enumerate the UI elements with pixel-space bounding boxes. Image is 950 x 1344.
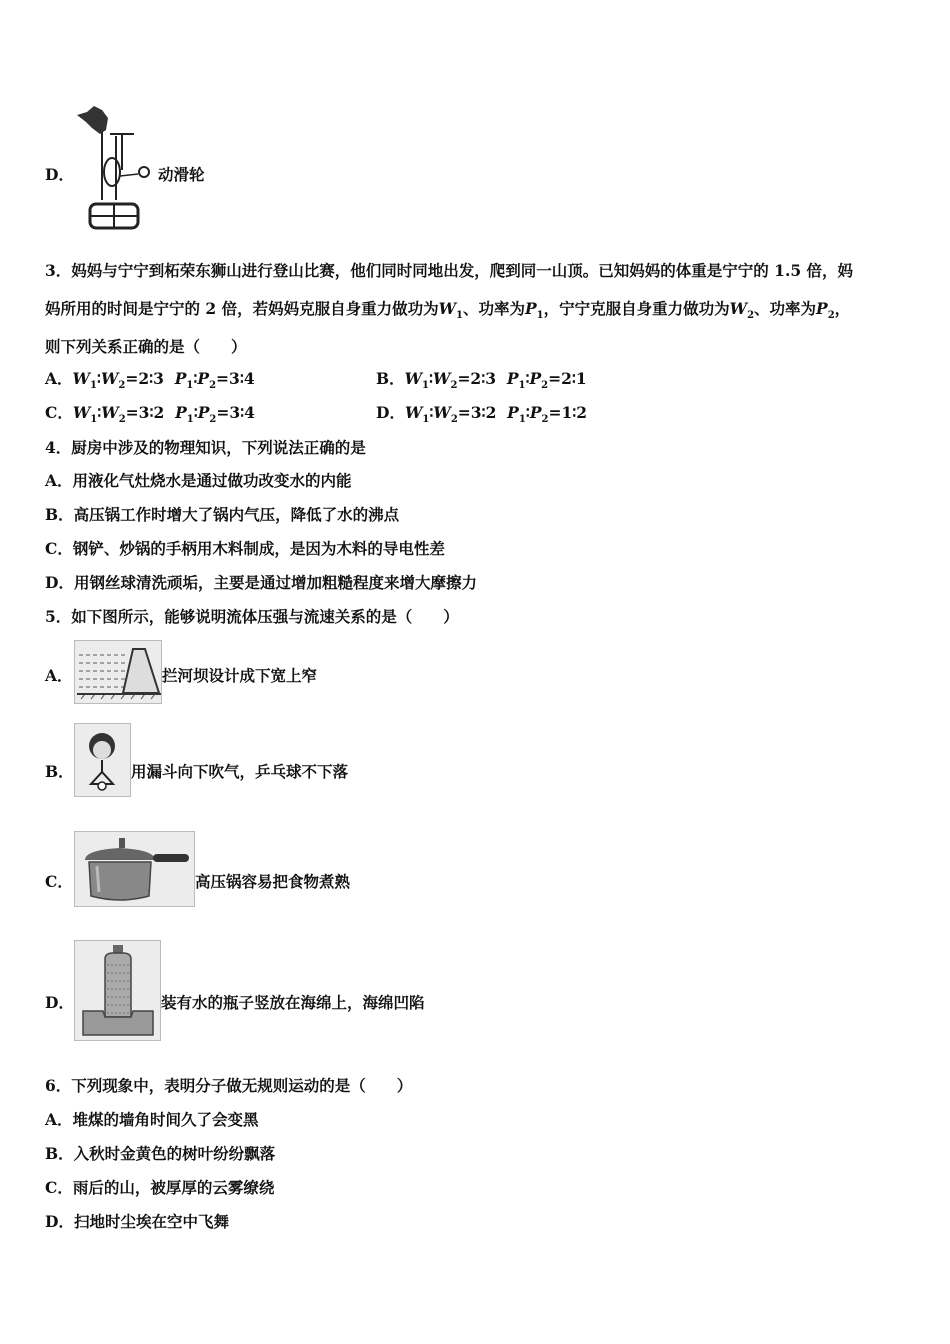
pulley-figure: [72, 100, 156, 232]
q4-stem: 4．厨房中涉及的物理知识，下列说法正确的是: [45, 438, 366, 457]
q3-stem-line3: 则下列关系正确的是（ ）: [45, 337, 247, 356]
q6-option-d[interactable]: D．扫地时尘埃在空中飞舞: [45, 1212, 229, 1231]
q6-option-b[interactable]: B．入秋时金黄色的树叶纷纷飘落: [45, 1144, 276, 1163]
q4-option-b[interactable]: B．高压锅工作时增大了锅内气压，降低了水的沸点: [45, 505, 400, 524]
dam-image: [74, 640, 162, 704]
pressure-cooker-image: [74, 831, 195, 907]
q3-stem-line1: 3．妈妈与宁宁到柘荣东狮山进行登山比赛，他们同时同地出发，爬到同一山顶。已知妈妈的体重是宁宁的 1.5 倍，妈: [45, 261, 854, 280]
q3-option-c[interactable]: C．$W_1∶W_2=3∶2$ $P_1∶P_2=3∶4$: [45, 403, 255, 426]
q5-option-a-caption: 拦河坝设计成下宽上窄: [162, 666, 318, 685]
q6-option-a[interactable]: A．堆煤的墙角时间久了会变黑: [45, 1110, 259, 1129]
q3-option-b[interactable]: B．$W_1∶W_2=2∶3$ $P_1∶P_2=2∶1$: [376, 369, 587, 392]
funnel-image: [74, 723, 131, 797]
q6-stem: 6．下列现象中，表明分子做无规则运动的是（ ）: [45, 1076, 413, 1095]
q6-option-c[interactable]: C．雨后的山，被厚厚的云雾缭绕: [45, 1178, 275, 1197]
pulley-caption: 动滑轮: [158, 165, 205, 184]
q3-stem-line2: 妈所用的时间是宁宁的 2 倍，若妈妈克服自身重力做功为$W_1$、功率为$P_1$，宁宁克服自身重力做功为$W_2$、功率为$P_2$，: [45, 299, 851, 322]
q5-option-b-letter[interactable]: B．: [45, 762, 74, 781]
bottle-sponge-image: [74, 940, 161, 1041]
q5-option-d-letter[interactable]: D．: [45, 993, 74, 1012]
q5-option-b-caption: 用漏斗向下吹气，乒乓球不下落: [131, 762, 349, 781]
q4-option-d[interactable]: D．用钢丝球清洗顽垢，主要是通过增加粗糙程度来增大摩擦力: [45, 573, 477, 592]
q5-option-c-letter[interactable]: C．: [45, 872, 73, 891]
q5-option-d-caption: 装有水的瓶子竖放在海绵上，海绵凹陷: [161, 993, 425, 1012]
q5-option-c-caption: 高压锅容易把食物煮熟: [195, 872, 351, 891]
q2-option-d-letter: D．: [45, 165, 74, 184]
q4-option-a[interactable]: A．用液化气灶烧水是通过做功改变水的内能: [45, 471, 352, 490]
q5-stem: 5．如下图所示，能够说明流体压强与流速关系的是（ ）: [45, 607, 459, 626]
q3-option-d[interactable]: D．$W_1∶W_2=3∶2$ $P_1∶P_2=1∶2$: [376, 403, 588, 426]
q4-option-c[interactable]: C．钢铲、炒锅的手柄用木料制成，是因为木料的导电性差: [45, 539, 445, 558]
q5-option-a-letter[interactable]: A．: [45, 666, 73, 685]
q3-option-a[interactable]: A．$W_1∶W_2=2∶3$ $P_1∶P_2=3∶4$: [45, 369, 255, 392]
